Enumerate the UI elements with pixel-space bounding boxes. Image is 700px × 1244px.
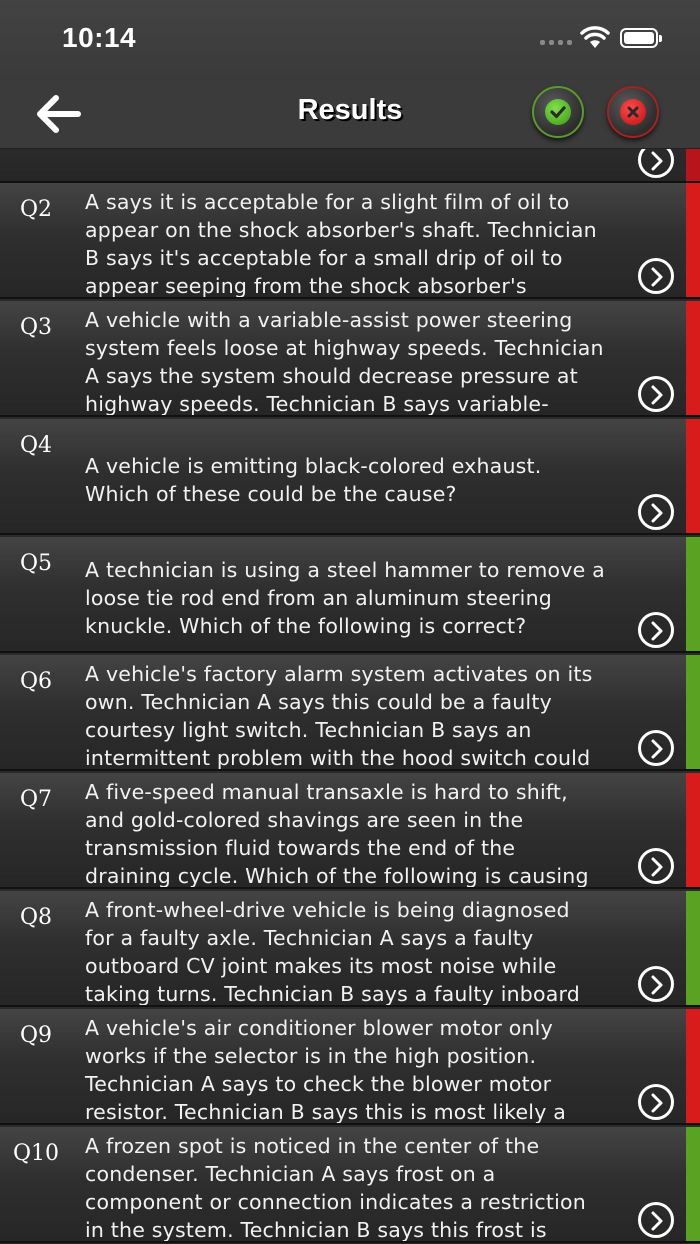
chevron-right-icon[interactable] xyxy=(638,494,674,530)
status-bar xyxy=(0,0,700,80)
list-item[interactable] xyxy=(0,655,700,771)
question-text: A vehicle's air conditioner blower motor only works if the selector is in the high position. Technician A says to check the blower motor resistor. Technician B says this is most likely a xyxy=(85,1016,567,1124)
question-number: Q4 xyxy=(19,433,53,458)
list-item[interactable] xyxy=(0,419,700,535)
status-indicator xyxy=(686,419,700,533)
question-text: A five-speed manual transaxle is hard to shift, and gold-colored shavings are seen in the transmission fluid towards the end of the draining cycle. Which of the following is causing xyxy=(85,780,589,888)
cellular-signal-icon xyxy=(540,40,572,46)
status-indicator xyxy=(686,183,700,297)
question-number: Q6 xyxy=(19,669,53,694)
nav-bar xyxy=(0,80,700,149)
question-text: A vehicle is emitting black-colored exhaust. Which of these could be the cause? xyxy=(85,454,542,506)
chevron-right-icon[interactable] xyxy=(638,376,674,412)
list-item[interactable] xyxy=(0,149,700,183)
question-number: Q8 xyxy=(19,905,53,930)
question-text: A front-wheel-drive vehicle is being diagnosed for a faulty axle. Technician A says a faulty outboard CV joint makes its most noise while taking turns. Technician B says a faulty inboard xyxy=(85,898,581,1006)
wifi-icon xyxy=(580,26,610,50)
status-indicator xyxy=(686,1009,700,1123)
status-indicator xyxy=(686,301,700,415)
chevron-right-icon[interactable] xyxy=(638,149,674,178)
filter-incorrect-button[interactable] xyxy=(607,86,659,138)
list-item[interactable] xyxy=(0,773,700,889)
chevron-right-icon[interactable] xyxy=(638,1202,674,1238)
question-text: A vehicle with a variable-assist power steering system feels loose at highway speeds. Technician A says the system should decrease pressure at highway speeds. Technician B says variable- xyxy=(85,308,604,416)
question-number: Q3 xyxy=(19,315,53,340)
close-icon xyxy=(620,99,646,125)
results-list xyxy=(0,149,700,1244)
status-indicator xyxy=(686,891,700,1005)
chevron-right-icon[interactable] xyxy=(638,1084,674,1120)
question-number: Q2 xyxy=(19,197,53,222)
list-item[interactable] xyxy=(0,537,700,653)
list-item[interactable] xyxy=(0,301,700,417)
question-number: Q7 xyxy=(19,787,53,812)
status-indicator xyxy=(686,149,700,181)
checkmark-icon xyxy=(545,99,571,125)
question-text: A vehicle's factory alarm system activates on its own. Technician A says this could be a faulty courtesy light switch. Technician B says an intermittent problem with the hood switch could xyxy=(85,662,593,770)
status-indicator xyxy=(686,773,700,887)
status-indicator xyxy=(686,1127,700,1241)
question-text: A technician is using a steel hammer to remove a loose tie rod end from an aluminum steering knuckle. Which of the following is correct? xyxy=(85,558,605,638)
question-number: Q5 xyxy=(19,551,53,576)
battery-icon xyxy=(620,28,658,48)
list-item[interactable] xyxy=(0,183,700,299)
chevron-right-icon[interactable] xyxy=(638,966,674,1002)
chevron-right-icon[interactable] xyxy=(638,612,674,648)
status-indicator xyxy=(686,655,700,769)
list-item[interactable] xyxy=(0,1009,700,1125)
list-item[interactable] xyxy=(0,1127,700,1243)
status-time: 10:14 xyxy=(62,22,137,53)
filter-correct-button[interactable] xyxy=(532,86,584,138)
question-number: Q9 xyxy=(19,1023,53,1048)
chevron-right-icon[interactable] xyxy=(638,730,674,766)
chevron-right-icon[interactable] xyxy=(638,848,674,884)
page-title: Results xyxy=(297,94,403,126)
status-indicator xyxy=(686,537,700,651)
question-number: Q10 xyxy=(12,1141,60,1166)
list-item[interactable] xyxy=(0,891,700,1007)
question-text: A says it is acceptable for a slight film of oil to appear on the shock absorber's shaft. Technician B says it's acceptable for a small drip of oil to appear seeping from the shock absorber's xyxy=(85,190,597,298)
chevron-right-icon[interactable] xyxy=(638,258,674,294)
question-text: A frozen spot is noticed in the center of the condenser. Technician A says frost on a component or connection indicates a restriction in the system. Technician B says this frost is xyxy=(85,1134,586,1242)
